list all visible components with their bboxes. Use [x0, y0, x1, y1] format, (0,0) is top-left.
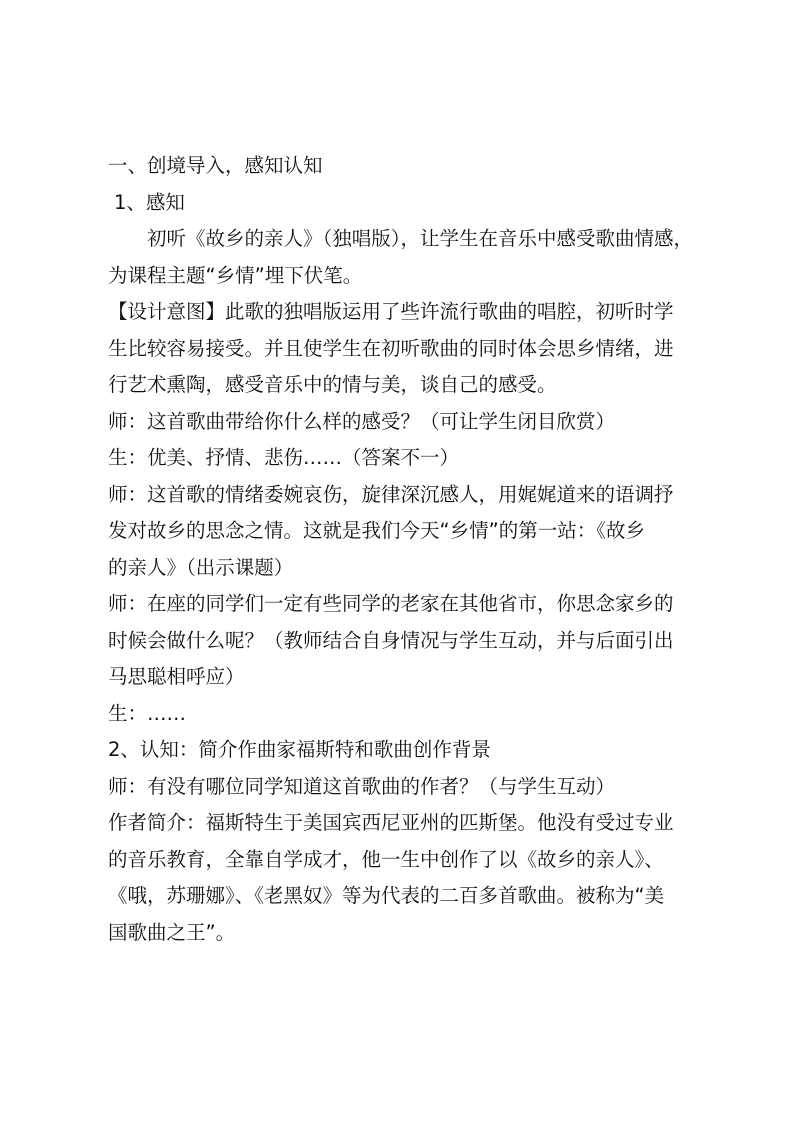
dialogue-line: 师：这首歌曲带给你什么样的感受？（可让学生闭目欣赏）: [108, 409, 616, 433]
subsection-heading: 2、认知：简介作曲家福斯特和歌曲创作背景: [108, 738, 491, 761]
author-intro-line: 的音乐教育，全靠自学成才，他一生中创作了以《故乡的亲人》、: [108, 847, 664, 871]
subsection-heading: 1、感知: [114, 190, 185, 214]
dialogue-line: 师：有没有哪位同学知道这首歌曲的作者？（与学生互动）: [108, 774, 616, 798]
design-intent-line: 行艺术熏陶，感受音乐中的情与美，谈自己的感受。: [108, 373, 557, 396]
dialogue-line: 师：在座的同学们一定有些同学的老家在其他省市，你思念家乡的: [108, 592, 674, 615]
dialogue-line: 发对故乡的思念之情。这就是我们今天“乡情”的第一站：《故乡: [108, 519, 645, 542]
dialogue-line: 生：优美、抒情、悲伤……（答案不一）: [108, 446, 460, 469]
paragraph-line: 初听《故乡的亲人》（独唱版），让学生在音乐中感受歌曲情感，: [147, 227, 694, 250]
author-intro-line: 作者简介：福斯特生于美国宾西尼亚州的匹斯堡。他没有受过专业: [108, 811, 674, 834]
author-intro-line: 国歌曲之王”。: [108, 920, 236, 944]
design-intent-line: 【设计意图】此歌的独唱版运用了些许流行歌曲的唱腔，初听时学: [108, 300, 674, 323]
document-body: [108, 148, 696, 951]
section-heading: 一、创境导入，感知认知: [108, 154, 323, 177]
dialogue-line: 时候会做什么呢？（教师结合自身情况与学生互动，并与后面引出: [108, 628, 674, 652]
author-intro-line: 《哦，苏珊娜》、《老黑奴》等为代表的二百多首歌曲。被称为“美: [108, 884, 665, 907]
dialogue-line: 师：这首歌的情绪委婉哀伤，旋律深沉感人，用娓娓道来的语调抒: [108, 482, 674, 506]
dialogue-line: 生：……: [108, 701, 187, 725]
dialogue-line: 的亲人》（出示课题）: [108, 555, 294, 579]
paragraph-line: 为课程主题“乡情”埋下伏笔。: [108, 263, 363, 287]
design-intent-line: 生比较容易接受。并且使学生在初听歌曲的同时体会思乡情绪，进: [108, 336, 674, 360]
dialogue-line: 马思聪相呼应）: [108, 665, 245, 688]
